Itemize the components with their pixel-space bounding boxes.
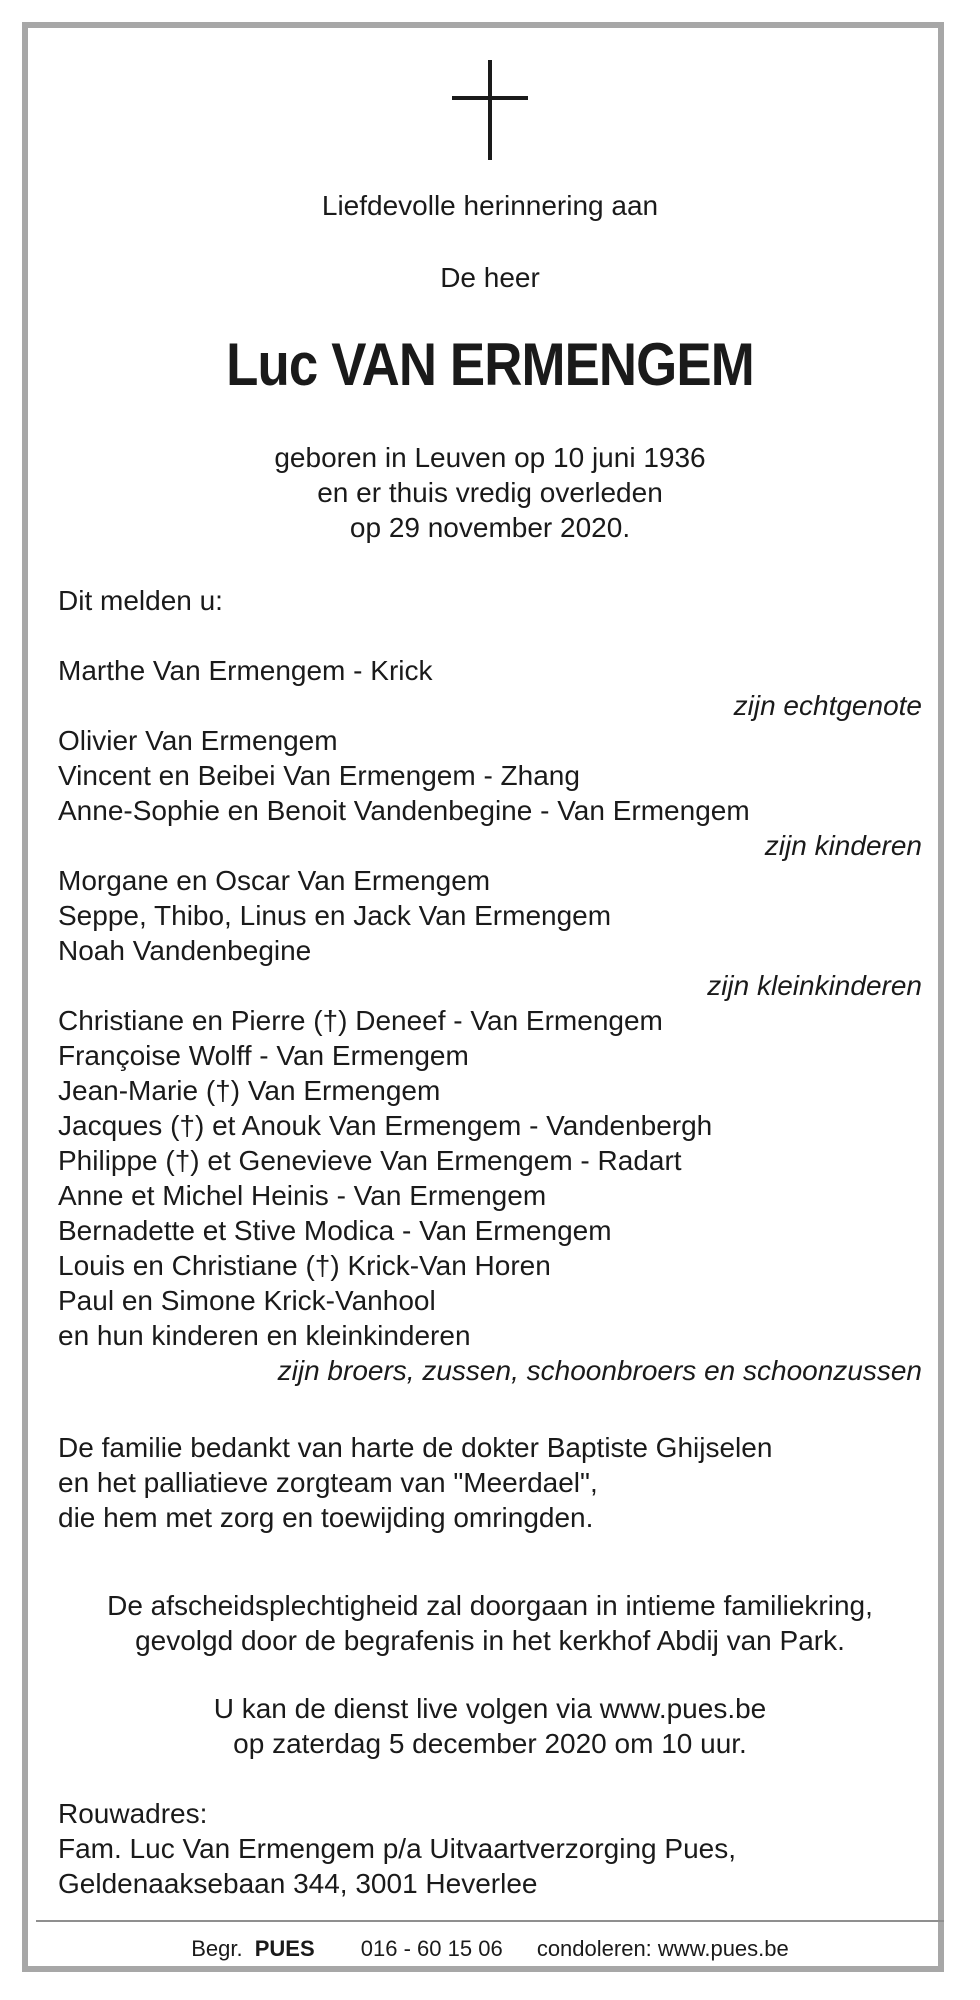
footer-brand: PUES bbox=[254, 1936, 315, 1961]
spouse-line: Marthe Van Ermengem - Krick bbox=[58, 655, 433, 686]
sibling-line: Philippe (†) et Genevieve Van Ermengem - Radart bbox=[58, 1145, 682, 1176]
sibling-line: Louis en Christiane (†) Krick-Van Horen bbox=[58, 1250, 551, 1281]
siblings-label: zijn broers, zussen, schoonbroers en schoonzussen bbox=[277, 1355, 922, 1386]
footer-phone: 016 - 60 15 06 bbox=[360, 1936, 503, 1961]
livestream-line: U kan de dienst live volgen via www.pues.be bbox=[213, 1693, 767, 1724]
thanks-line: en het palliatieve zorgteam van "Meerdael", bbox=[58, 1467, 598, 1498]
thanks-line: die hem met zorg en toewijding omringden. bbox=[58, 1502, 594, 1533]
birth-line: en er thuis vredig overleden bbox=[317, 477, 663, 508]
family-list bbox=[58, 653, 922, 1388]
child-line: Anne-Sophie en Benoit Vandenbegine - Van Ermengem bbox=[58, 795, 750, 826]
sibling-line: Anne et Michel Heinis - Van Ermengem bbox=[58, 1180, 547, 1211]
birth-line: op 29 november 2020. bbox=[349, 512, 631, 543]
address-line: Rouwadres: bbox=[58, 1798, 208, 1829]
announcement-line: Dit melden u: bbox=[58, 585, 223, 616]
thanks-line: De familie bedankt van harte de dokter Baptiste Ghijselen bbox=[58, 1432, 773, 1463]
intro-line: Liefdevolle herinnering aan bbox=[321, 190, 659, 221]
grandchild-line: Morgane en Oscar Van Ermengem bbox=[58, 865, 491, 896]
footer-condolence: condoleren: www.pues.be bbox=[536, 1936, 789, 1961]
ceremony-line: gevolgd door de begrafenis in het kerkhof Abdij van Park. bbox=[135, 1625, 845, 1656]
birth-death-details bbox=[58, 440, 922, 545]
sibling-line: Jean-Marie (†) Van Ermengem bbox=[58, 1075, 441, 1106]
livestream-paragraph bbox=[58, 1691, 922, 1761]
sibling-line: Françoise Wolff - Van Ermengem bbox=[58, 1040, 469, 1071]
ceremony-paragraph bbox=[58, 1588, 922, 1658]
deceased-name: Luc VAN ERMENGEM bbox=[226, 331, 754, 398]
grandchild-line: Noah Vandenbegine bbox=[58, 935, 312, 966]
sibling-line: Bernadette et Stive Modica - Van Ermengem bbox=[58, 1215, 612, 1246]
spouse-label: zijn echtgenote bbox=[733, 690, 922, 721]
grandchildren-label: zijn kleinkinderen bbox=[707, 970, 922, 1001]
address-line: Fam. Luc Van Ermengem p/a Uitvaartverzorging Pues, bbox=[58, 1833, 737, 1864]
footer-prefix: Begr. bbox=[191, 1936, 243, 1961]
address-line: Geldenaaksebaan 344, 3001 Heverlee bbox=[58, 1868, 538, 1899]
sibling-line: Paul en Simone Krick-Vanhool bbox=[58, 1285, 436, 1316]
children-label: zijn kinderen bbox=[764, 830, 922, 861]
child-line: Olivier Van Ermengem bbox=[58, 725, 338, 756]
birth-line: geboren in Leuven op 10 juni 1936 bbox=[274, 442, 706, 473]
intro-text bbox=[58, 188, 922, 223]
honorific bbox=[58, 260, 922, 295]
sibling-line: Jacques (†) et Anouk Van Ermengem - Vandenbergh bbox=[58, 1110, 713, 1141]
sibling-line: en hun kinderen en kleinkinderen bbox=[58, 1320, 471, 1351]
honorific-line: De heer bbox=[440, 262, 540, 293]
mourning-address bbox=[58, 1796, 922, 1901]
footer-divider bbox=[36, 1920, 944, 1922]
footer bbox=[36, 1934, 944, 1964]
grandchild-line: Seppe, Thibo, Linus en Jack Van Ermengem bbox=[58, 900, 612, 931]
livestream-line: op zaterdag 5 december 2020 om 10 uur. bbox=[233, 1728, 747, 1759]
cross-icon bbox=[452, 60, 528, 160]
thanks-paragraph bbox=[58, 1430, 922, 1535]
ceremony-line: De afscheidsplechtigheid zal doorgaan in intieme familiekring, bbox=[107, 1590, 873, 1621]
announcement bbox=[58, 583, 922, 618]
child-line: Vincent en Beibei Van Ermengem - Zhang bbox=[58, 760, 580, 791]
sibling-line: Christiane en Pierre (†) Deneef - Van Ermengem bbox=[58, 1005, 663, 1036]
